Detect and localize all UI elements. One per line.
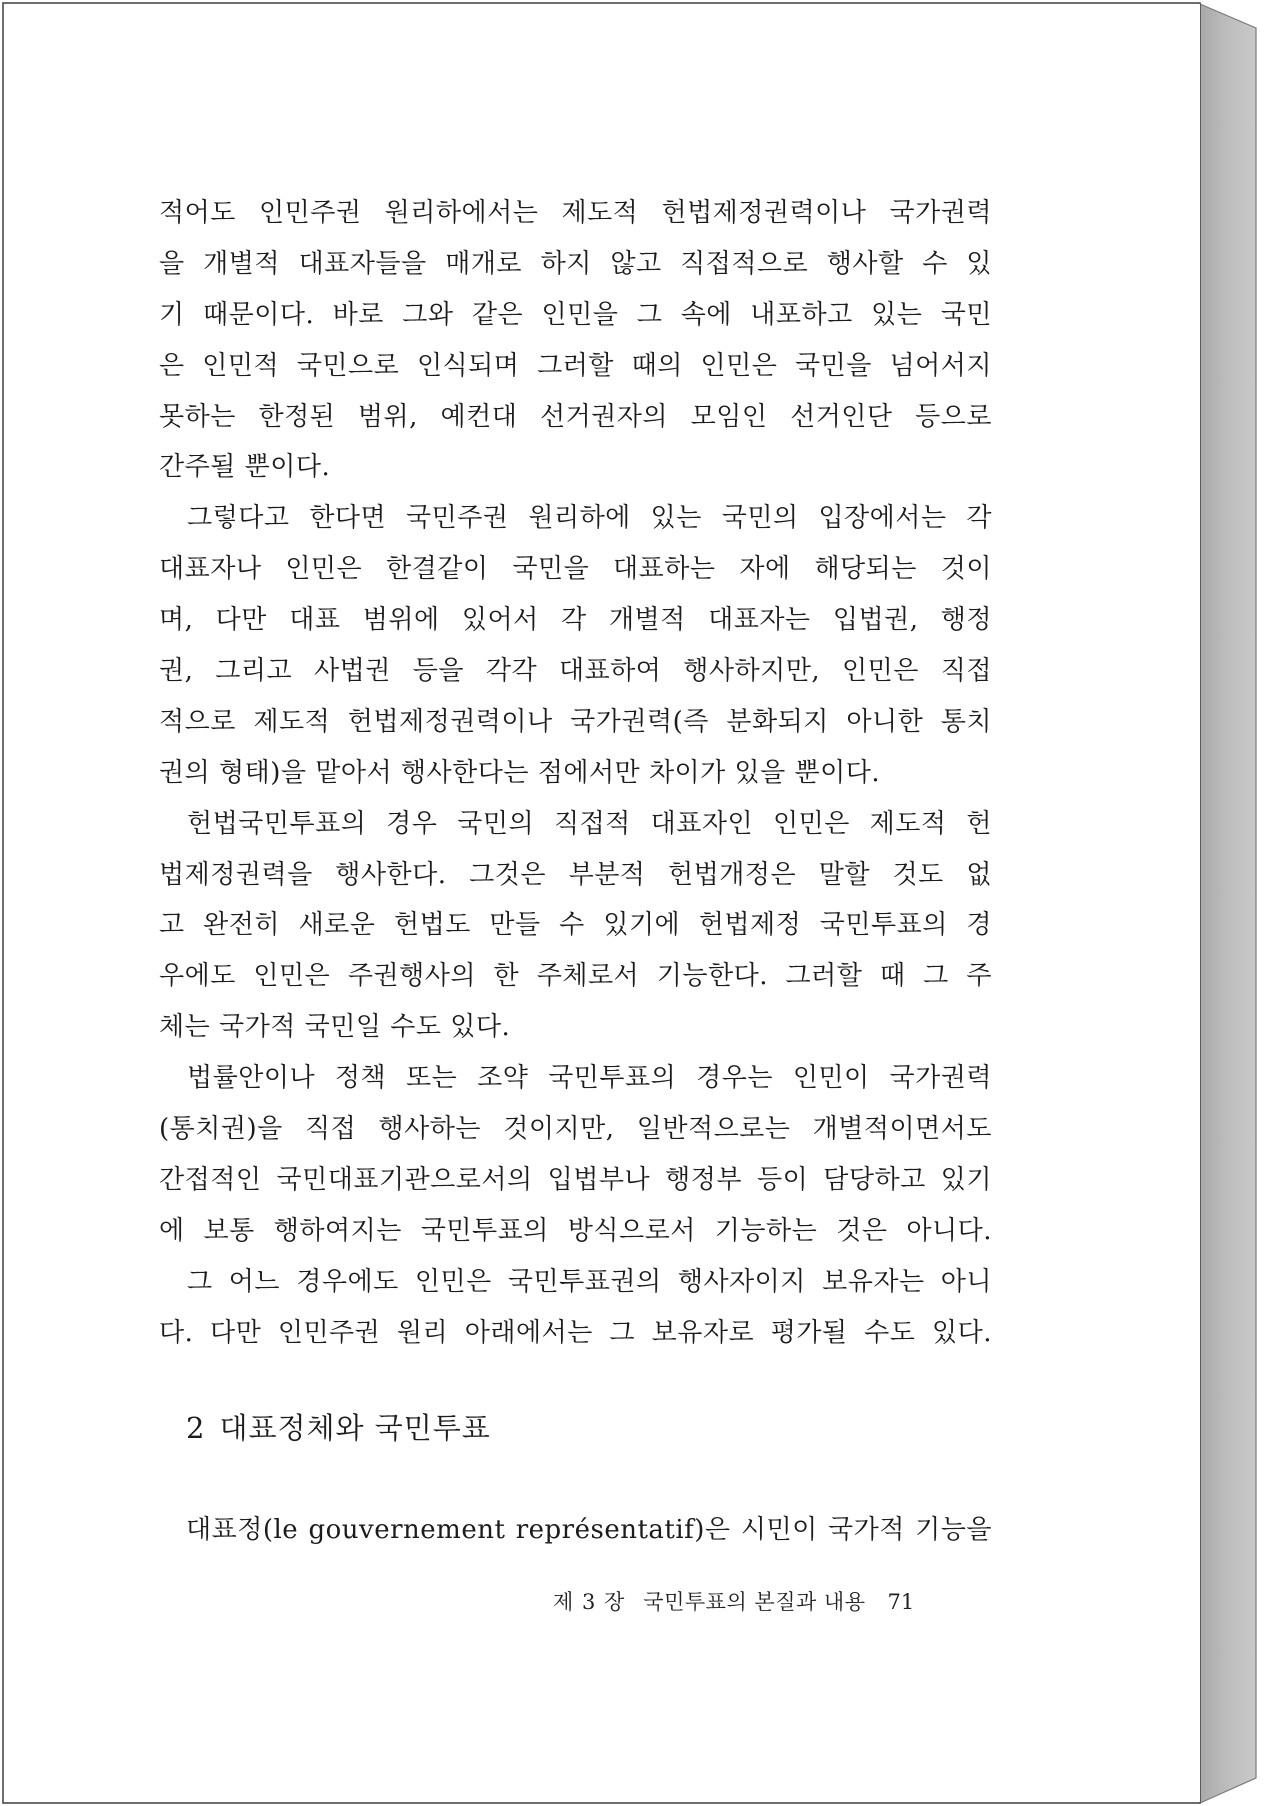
paragraph-first-line: 헌법국민투표의 경우 국민의 직접적 대표자인 인민은 제도적 헌 xyxy=(187,808,992,839)
paragraph-first-line: 법률안이나 정책 또는 조약 국민투표의 경우는 인민이 국가권력 xyxy=(187,1063,992,1094)
text-line: 대표자나 인민은 한결같이 국민을 대표하는 자에 해당되는 것이 xyxy=(159,554,992,585)
paragraph-first-line: 그 어느 경우에도 인민은 국민투표권의 행사자이지 보유자는 아니 xyxy=(187,1266,992,1297)
paragraph-first-line: 대표정(le gouvernement représentatif)은 시민이 국가적 기능을 xyxy=(186,1515,992,1545)
book-page xyxy=(4,4,1200,1802)
text-line: 간주될 뿐이다. xyxy=(159,452,331,483)
text-line: 우에도 인민은 주권행사의 한 주체로서 기능한다. 그러할 때 그 주 xyxy=(159,961,992,992)
text-line: 체는 국가적 국민일 수도 있다. xyxy=(159,1012,511,1043)
page-number: 71 xyxy=(887,1590,915,1614)
book-page-edge xyxy=(1200,4,1256,1803)
text-line: 은 인민적 국민으로 인식되며 그러할 때의 인민은 국민을 넘어서지 xyxy=(159,350,992,381)
footer-chapter: 제 3 장 xyxy=(553,1590,626,1614)
text-line: 권, 그리고 사법권 등을 각각 대표하여 행사하지만, 인민은 직접 xyxy=(159,656,992,687)
text-line: 을 개별적 대표자들을 매개로 하지 않고 직접적으로 행사할 수 있 xyxy=(159,248,992,279)
section-body-text xyxy=(186,1505,992,1556)
text-line: 기 때문이다. 바로 그와 같은 인민을 그 속에 내포하고 있는 국민 xyxy=(159,299,992,330)
body-text xyxy=(159,188,992,1358)
text-line: 적어도 인민주권 원리하에서는 제도적 헌법제정권력이나 국가권력 xyxy=(159,198,992,228)
text-line: 고 완전히 새로운 헌법도 만들 수 있기에 헌법제정 국민투표의 경 xyxy=(159,910,992,941)
footer-chapter-title: 국민투표의 본질과 내용 xyxy=(643,1590,866,1614)
text-line: 적으로 제도적 헌법제정권력이나 국가권력(즉 분화되지 아니한 통치 xyxy=(159,706,992,737)
text-line: 다. 다만 인민주권 원리 아래에서는 그 보유자로 평가될 수도 있다. xyxy=(159,1317,992,1348)
text-line: 권의 형태)을 맡아서 행사한다는 점에서만 차이가 있을 뿐이다. xyxy=(159,757,881,788)
paragraph-first-line: 그렇다고 한다면 국민주권 원리하에 있는 국민의 입장에서는 각 xyxy=(187,503,992,534)
text-line: 간접적인 국민대표기관으로서의 입법부나 행정부 등이 담당하고 있기 xyxy=(159,1164,992,1195)
text-line: 못하는 한정된 범위, 예컨대 선거권자의 모임인 선거인단 등으로 xyxy=(159,401,992,432)
text-line: 에 보통 행하여지는 국민투표의 방식으로서 기능하는 것은 아니다. xyxy=(159,1215,992,1246)
section-heading xyxy=(186,1406,491,1450)
page-footer xyxy=(553,1588,914,1616)
section-number: 2 xyxy=(186,1411,206,1445)
section-title: 대표정체와 국민투표 xyxy=(219,1411,491,1445)
text-line: 며, 다만 대표 범위에 있어서 각 개별적 대표자는 입법권, 행정 xyxy=(159,605,992,636)
text-line: 법제정권력을 행사한다. 그것은 부분적 헌법개정은 말할 것도 없 xyxy=(159,859,992,890)
text-line: (통치권)을 직접 행사하는 것이지만, 일반적으로는 개별적이면서도 xyxy=(159,1114,992,1145)
